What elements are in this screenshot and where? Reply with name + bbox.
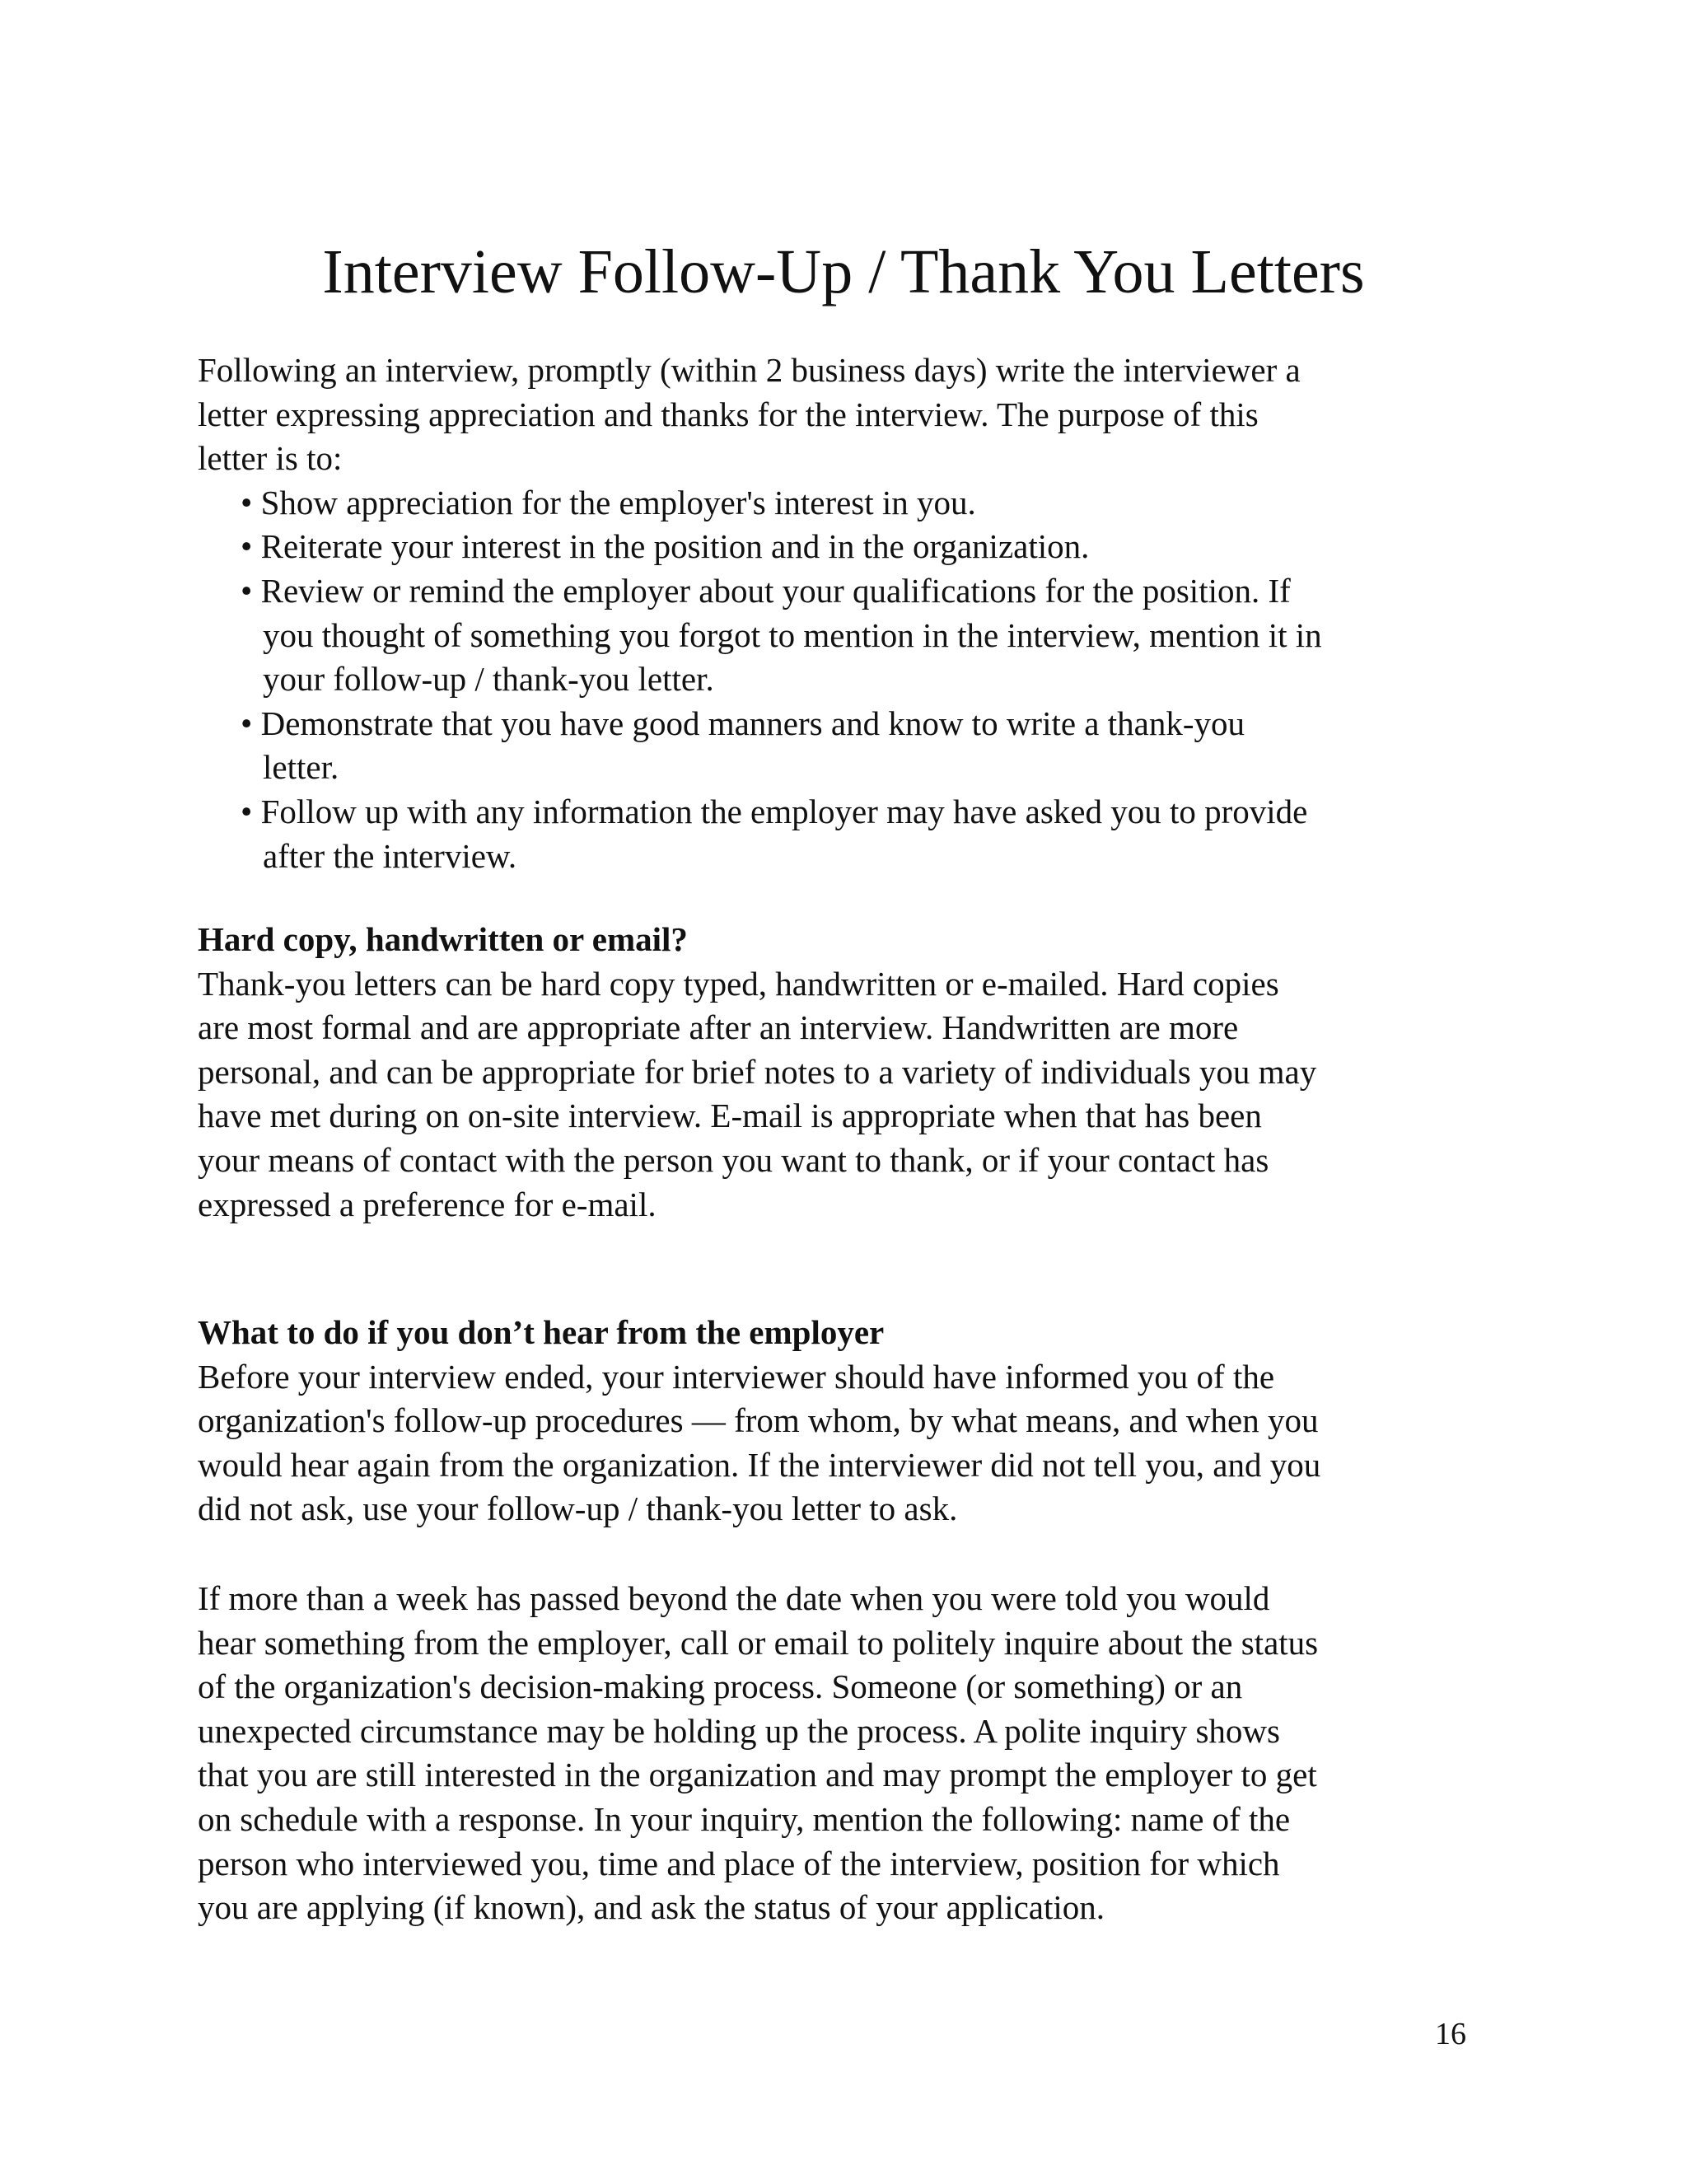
section-paragraph	[198, 962, 1499, 1228]
section-hard-copy	[198, 918, 1499, 1227]
intro-line: letter is to:	[198, 439, 343, 478]
list-item	[241, 481, 1499, 526]
list-item-text: Show appreciation for the employer's interest in you.	[260, 483, 976, 521]
list-item-continuation: letter.	[263, 748, 339, 787]
paragraph-line: Thank-you letters can be hard copy typed, handwritten or e-mailed. Hard copies	[198, 964, 1279, 1003]
bullet-icon: •	[241, 792, 253, 830]
section-heading: What to do if you don’t hear from the employer	[198, 1313, 885, 1351]
paragraph-line: organization's follow-up procedures — from whom, by what means, and when you	[198, 1401, 1319, 1440]
bullet-icon: •	[241, 483, 253, 521]
list-item	[241, 525, 1499, 569]
list-item-continuation: you thought of something you forgot to mention in the interview, mention it in	[263, 615, 1322, 654]
purpose-list	[198, 481, 1499, 878]
paragraph-line: person who interviewed you, time and place of the interview, position for which	[198, 1844, 1280, 1882]
intro-section	[198, 348, 1499, 878]
intro-line: letter expressing appreciation and thanks for the interview. The purpose of this	[198, 395, 1259, 433]
list-item	[241, 569, 1499, 702]
bullet-icon: •	[241, 704, 253, 742]
paragraph-line: did not ask, use your follow-up / thank-you letter to ask.	[198, 1490, 958, 1528]
list-item-continuation: your follow-up / thank-you letter.	[263, 660, 714, 699]
page-title: Interview Follow-Up / Thank You Letters	[322, 237, 1365, 306]
section-paragraph	[198, 1355, 1499, 1532]
paragraph-line: hear something from the employer, call or email to politely inquire about the status	[198, 1623, 1319, 1662]
list-item-text: Review or remind the employer about your qualifications for the position. If	[260, 571, 1291, 610]
paragraph-line: you are applying (if known), and ask the status of your application.	[198, 1888, 1105, 1927]
section-heading: Hard copy, handwritten or email?	[198, 920, 688, 958]
list-item-text: Demonstrate that you have good manners and know to write a thank-you	[260, 704, 1245, 742]
paragraph-line: unexpected circumstance may be holding up the process. A polite inquiry shows	[198, 1711, 1280, 1750]
paragraph-line: personal, and can be appropriate for brief notes to a variety of individuals you may	[198, 1052, 1317, 1091]
list-item-text: Follow up with any information the employer may have asked you to provide	[260, 792, 1308, 830]
paragraph-line: that you are still interested in the organization and may prompt the employer to get	[198, 1756, 1317, 1794]
bullet-icon: •	[241, 571, 253, 610]
list-item-continuation: after the interview.	[263, 836, 517, 875]
bullet-icon: •	[241, 527, 253, 566]
paragraph-line: of the organization's decision-making process. Someone (or something) or an	[198, 1667, 1243, 1706]
list-item-text: Reiterate your interest in the position and in the organization.	[260, 527, 1090, 566]
page-number: 16	[1435, 2017, 1466, 2051]
paragraph-line: your means of contact with the person you want to thank, or if your contact has	[198, 1140, 1269, 1179]
paragraph-line: expressed a preference for e-mail.	[198, 1185, 657, 1223]
intro-paragraph	[198, 348, 1499, 481]
intro-line: Following an interview, promptly (within 2 business days) write the interviewer a	[198, 351, 1301, 389]
section-paragraph	[198, 1577, 1499, 1930]
section-no-response	[198, 1311, 1499, 1532]
paragraph-line: If more than a week has passed beyond the date when you were told you would	[198, 1579, 1270, 1617]
list-item	[241, 702, 1499, 790]
paragraph-line: have met during on on-site interview. E-mail is appropriate when that has been	[198, 1097, 1262, 1135]
paragraph-line: are most formal and are appropriate after an interview. Handwritten are more	[198, 1008, 1239, 1047]
paragraph-line: Before your interview ended, your interviewer should have informed you of the	[198, 1357, 1275, 1396]
list-item	[241, 790, 1499, 878]
paragraph-line: would hear again from the organization. If the interviewer did not tell you, and you	[198, 1445, 1321, 1484]
section-no-response-followup	[198, 1577, 1499, 1930]
paragraph-line: on schedule with a response. In your inquiry, mention the following: name of the	[198, 1799, 1291, 1838]
